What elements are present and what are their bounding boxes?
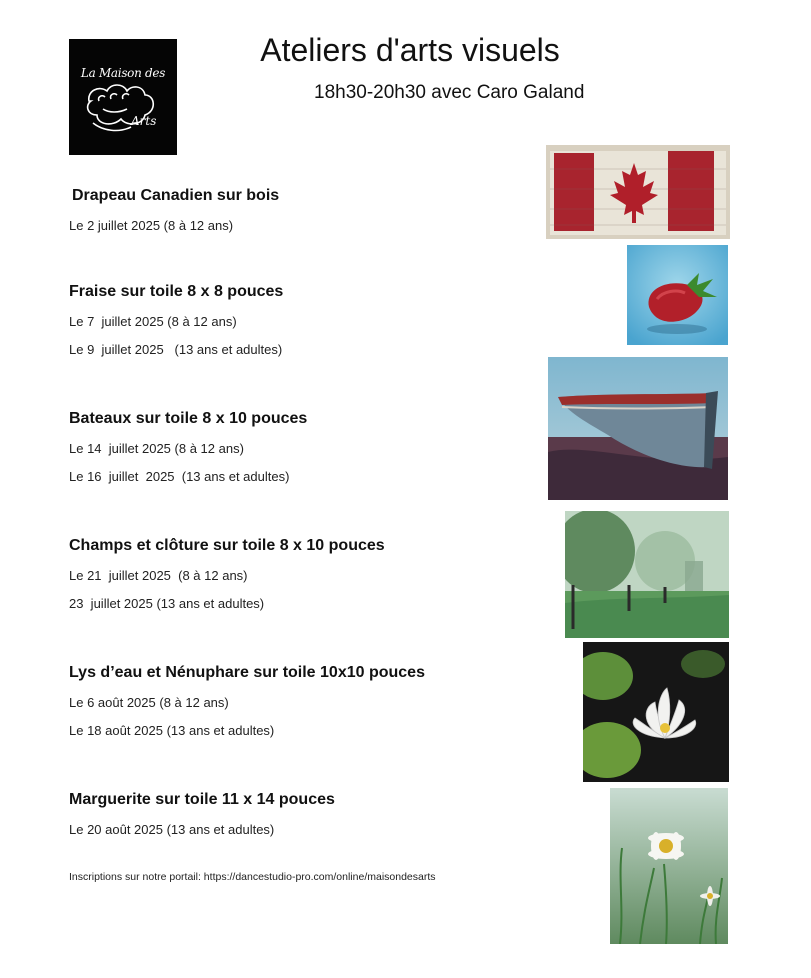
page-subtitle: 18h30-20h30 avec Caro Galand: [314, 82, 585, 103]
workshop-title: Champs et clôture sur toile 8 x 10 pouces: [69, 537, 385, 554]
workshop-date: Le 21 juillet 2025 (8 à 12 ans): [69, 568, 248, 583]
workshop-date: Le 9 juillet 2025 (13 ans et adultes): [69, 342, 283, 357]
workshop-title: Drapeau Canadien sur bois: [72, 187, 280, 204]
workshop-date: Le 16 juillet 2025 (13 ans et adultes): [69, 469, 290, 484]
workshop-item: [69, 410, 307, 484]
workshop-date: Le 6 août 2025 (8 à 12 ans): [69, 695, 229, 710]
workshop-item: [69, 187, 280, 233]
registration-note: Inscriptions sur notre portail: https://dancestudio-pro.com/online/maisondesarts: [69, 871, 436, 883]
strawberry-painting: [627, 245, 728, 345]
logo-text-bottom: Arts: [131, 114, 157, 128]
canada-flag-painting: [546, 145, 730, 239]
page-title: Ateliers d'arts visuels: [260, 32, 560, 68]
logo-text-top: La Maison des: [80, 66, 166, 80]
workshop-date: Le 7 juillet 2025 (8 à 12 ans): [69, 314, 237, 329]
boat-painting: [548, 357, 728, 500]
workshop-item: [69, 791, 335, 837]
workshop-date: Le 18 août 2025 (13 ans et adultes): [69, 723, 275, 738]
workshop-date: 23 juillet 2025 (13 ans et adultes): [69, 596, 265, 611]
workshop-title: Fraise sur toile 8 x 8 pouces: [69, 283, 284, 300]
workshop-date: Le 14 juillet 2025 (8 à 12 ans): [69, 441, 244, 456]
workshop-item: [69, 664, 425, 738]
workshop-date: Le 20 août 2025 (13 ans et adultes): [69, 822, 275, 837]
workshop-item: [69, 537, 385, 611]
water-lily-painting: [583, 642, 729, 782]
workshop-item: [69, 283, 283, 357]
workshop-title: Bateaux sur toile 8 x 10 pouces: [69, 410, 308, 427]
workshop-title: Marguerite sur toile 11 x 14 pouces: [69, 791, 335, 808]
workshop-date: Le 2 juillet 2025 (8 à 12 ans): [69, 218, 234, 233]
workshop-title: Lys d’eau et Nénuphare sur toile 10x10 pouces: [69, 664, 425, 681]
daisy-painting: [610, 788, 728, 944]
field-fence-painting: [565, 511, 729, 638]
